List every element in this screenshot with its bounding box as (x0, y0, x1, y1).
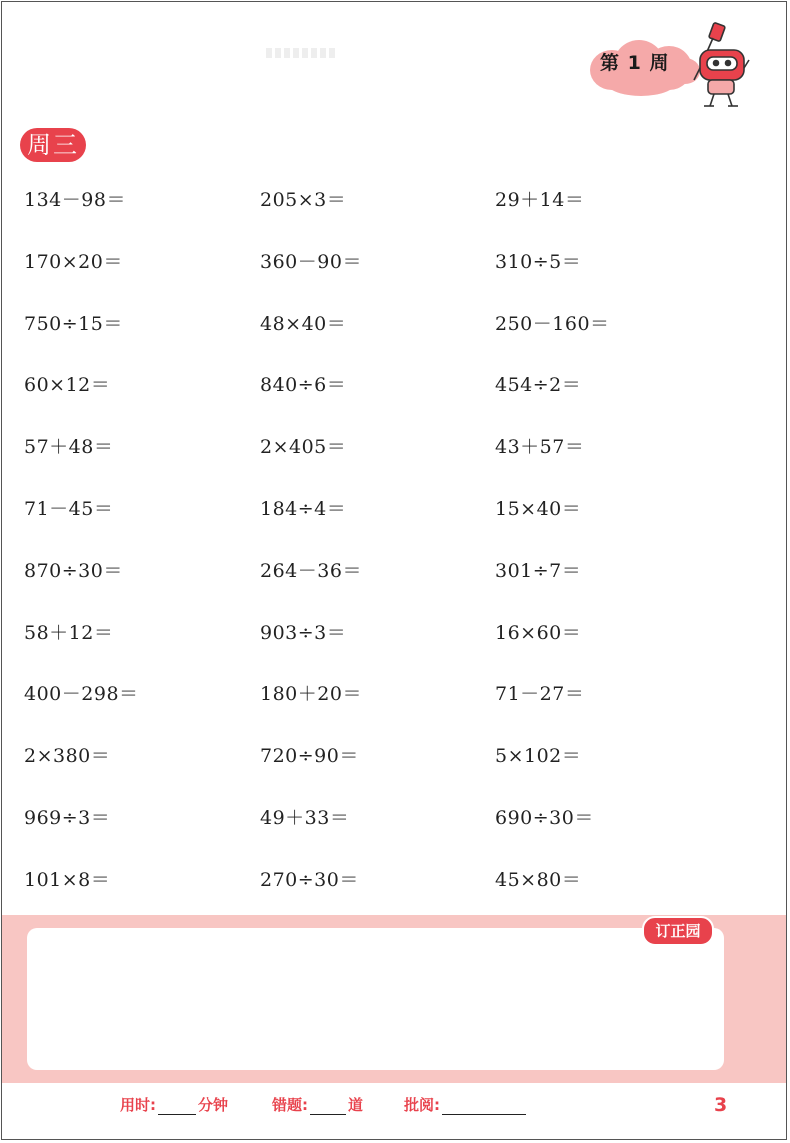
arithmetic-problem: 170×20＝ (24, 251, 123, 273)
arithmetic-problem: 184÷4＝ (260, 498, 347, 520)
arithmetic-problem: 400－298＝ (24, 683, 139, 705)
week-label: 第 1 周 (600, 52, 670, 74)
errors-label: 错题: (272, 1096, 308, 1114)
arithmetic-problem: 903÷3＝ (260, 622, 347, 644)
review-blank[interactable] (442, 1098, 526, 1115)
correction-box[interactable] (27, 928, 724, 1070)
time-blank[interactable] (158, 1098, 196, 1115)
arithmetic-problem: 310÷5＝ (495, 251, 582, 273)
arithmetic-problem: 264－36＝ (260, 560, 362, 582)
arithmetic-problem: 2×380＝ (24, 745, 111, 767)
arithmetic-problem: 270÷30＝ (260, 869, 359, 891)
arithmetic-problem: 58＋12＝ (24, 622, 114, 644)
arithmetic-problem: 870÷30＝ (24, 560, 123, 582)
correction-label: 订正园 (642, 916, 714, 946)
arithmetic-problem: 360－90＝ (260, 251, 362, 273)
arithmetic-problem: 205×3＝ (260, 189, 347, 211)
arithmetic-problem: 134－98＝ (24, 189, 126, 211)
robot-mascot-icon (692, 18, 750, 110)
time-unit: 分钟 (198, 1096, 229, 1114)
footer-errors (272, 1094, 363, 1115)
day-badge: 周三 (20, 128, 86, 162)
page-number: 3 (714, 1094, 728, 1116)
arithmetic-problem: 720÷90＝ (260, 745, 359, 767)
arithmetic-problem: 16×60＝ (495, 622, 582, 644)
arithmetic-problem: 71－27＝ (495, 683, 585, 705)
errors-blank[interactable] (310, 1098, 346, 1115)
arithmetic-problem: 301÷7＝ (495, 560, 582, 582)
arithmetic-problem: 15×40＝ (495, 498, 582, 520)
arithmetic-problem: 29＋14＝ (495, 189, 585, 211)
arithmetic-problem: 71－45＝ (24, 498, 114, 520)
errors-unit: 道 (348, 1096, 364, 1114)
arithmetic-problem: 101×8＝ (24, 869, 111, 891)
time-label: 用时: (120, 1096, 156, 1114)
arithmetic-problem: 60×12＝ (24, 374, 111, 396)
arithmetic-problem: 454÷2＝ (495, 374, 582, 396)
arithmetic-problem: 840÷6＝ (260, 374, 347, 396)
footer-time (120, 1094, 228, 1115)
arithmetic-problem: 49＋33＝ (260, 807, 350, 829)
arithmetic-problem: 750÷15＝ (24, 313, 123, 335)
arithmetic-problem: 969÷3＝ (24, 807, 111, 829)
arithmetic-problem: 43＋57＝ (495, 436, 585, 458)
faint-header-mark (266, 48, 336, 58)
arithmetic-problem: 5×102＝ (495, 745, 582, 767)
arithmetic-problem: 690÷30＝ (495, 807, 594, 829)
arithmetic-problem: 48×40＝ (260, 313, 347, 335)
arithmetic-problem: 57＋48＝ (24, 436, 114, 458)
arithmetic-problem: 180＋20＝ (260, 683, 362, 705)
footer-review (404, 1094, 528, 1115)
arithmetic-problem: 250－160＝ (495, 313, 610, 335)
arithmetic-problem: 2×405＝ (260, 436, 347, 458)
arithmetic-problem: 45×80＝ (495, 869, 582, 891)
review-label: 批阅: (404, 1096, 440, 1114)
